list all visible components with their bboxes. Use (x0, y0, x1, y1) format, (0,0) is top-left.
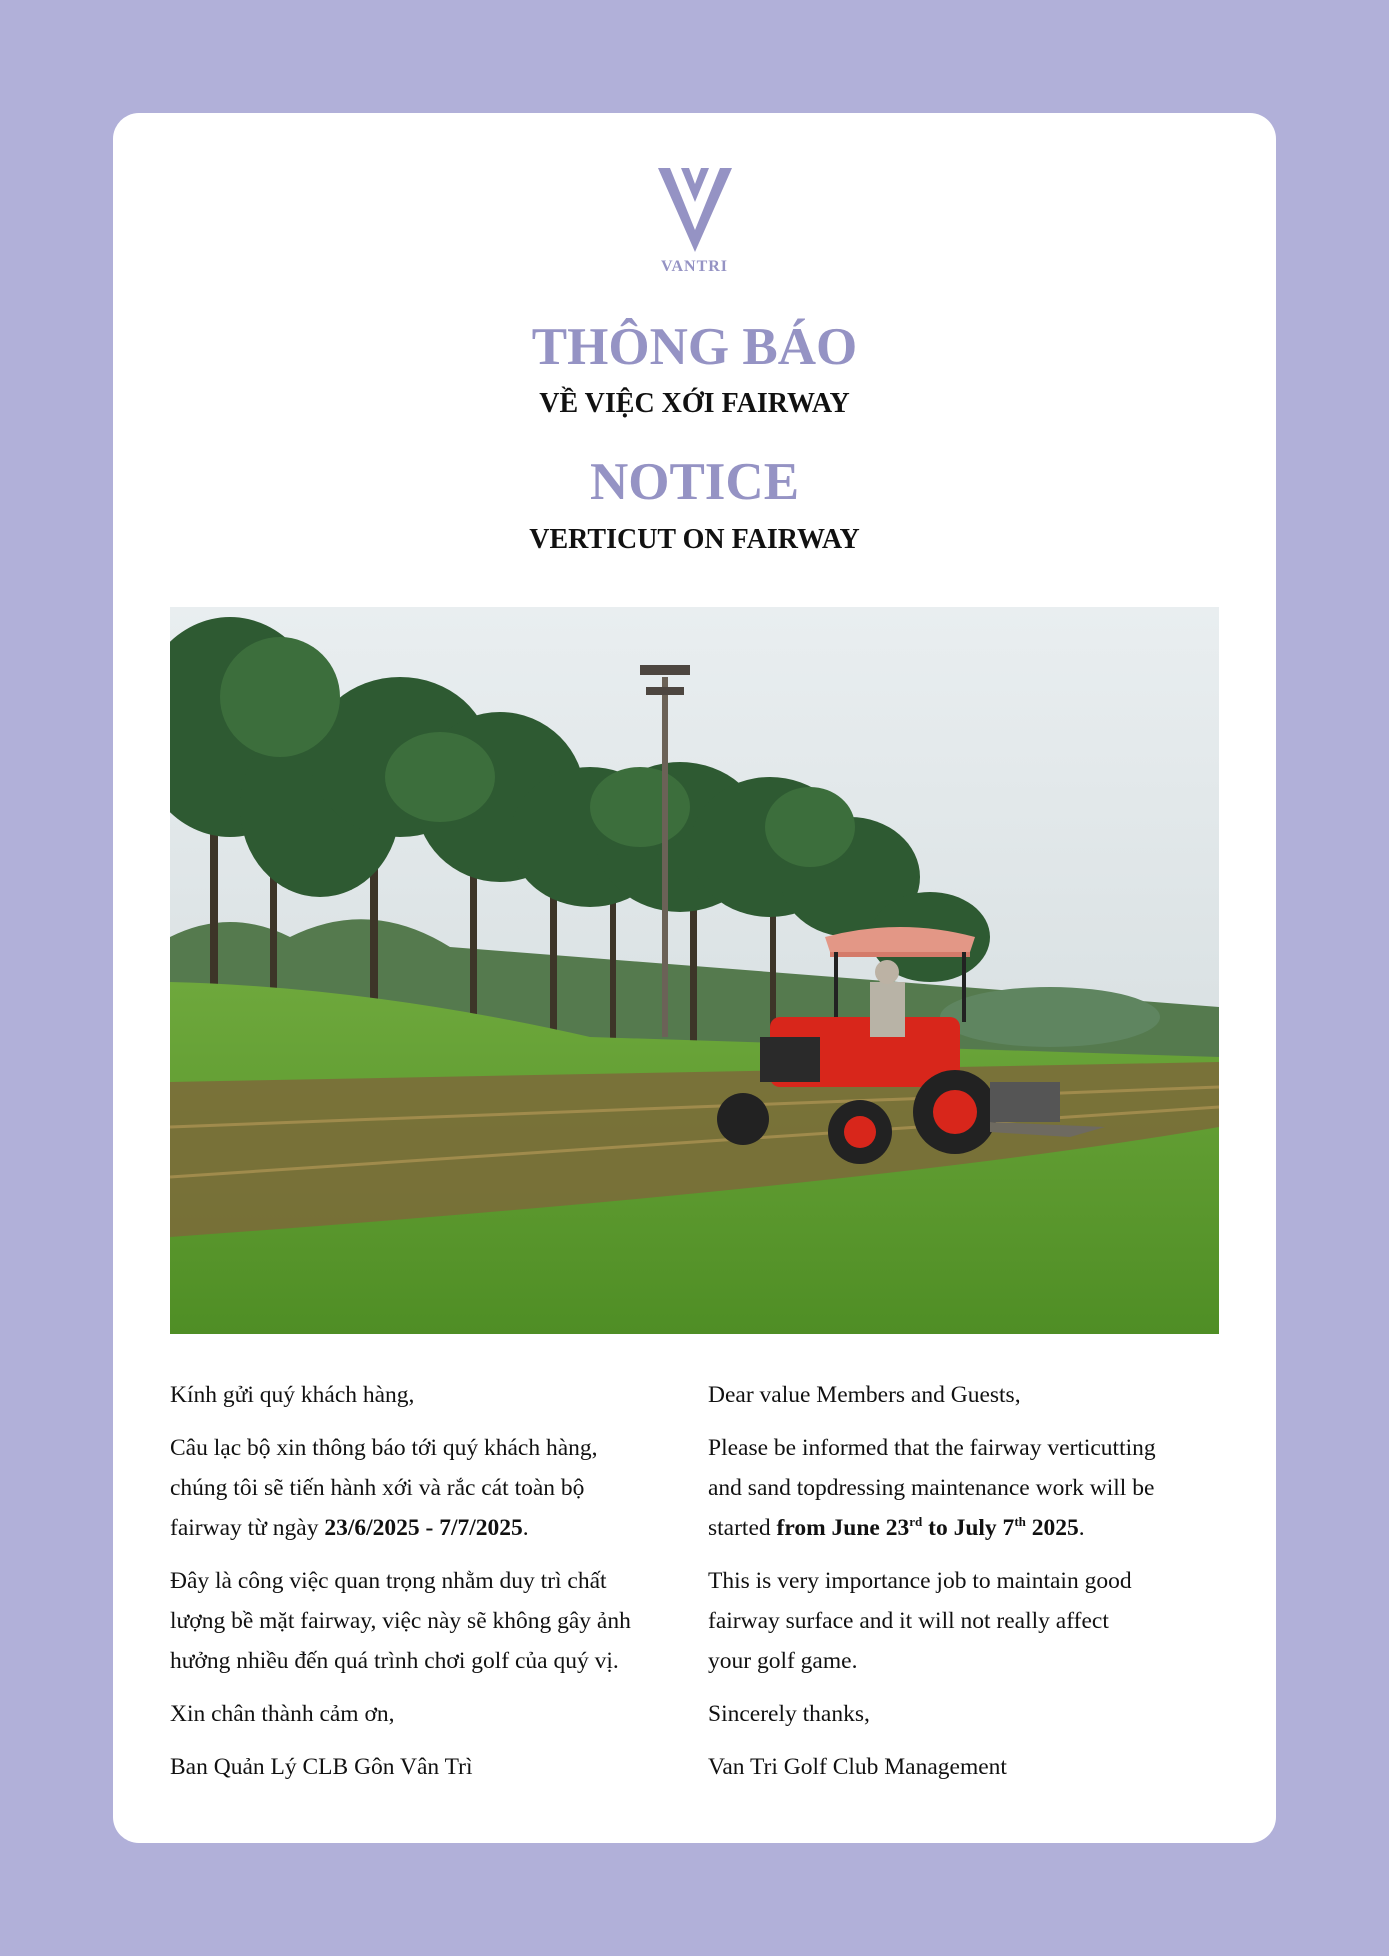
vi-title: THÔNG BÁO (531, 318, 858, 376)
vi-dates: 23/6/2025 - 7/7/2025 (324, 1515, 523, 1541)
vi-subtitle: VỀ VIỆC XỚI FAIRWAY (539, 388, 850, 419)
en-title: NOTICE (589, 453, 800, 511)
vi-paragraph-2: Đây là công việc quan trọng nhằm duy trì chất lượng bề mặt fairway, việc này sẽ không gây ảnh hưởng nhiều đến quá trình chơi golf của quý vị. (170, 1568, 631, 1674)
notice-card (113, 113, 1276, 1843)
vietnamese-column (170, 1375, 690, 1800)
en-signature: Van Tri Golf Club Management (708, 1754, 1007, 1780)
vi-thanks: Xin chân thành cảm ơn, (170, 1701, 395, 1727)
english-column (708, 1375, 1208, 1800)
en-subtitle: VERTICUT ON FAIRWAY (529, 524, 860, 555)
en-thanks: Sincerely thanks, (708, 1701, 870, 1727)
golf-course-photo (170, 607, 1219, 1334)
vi-paragraph-1: Câu lạc bộ xin thông báo tới quý khách hàng, chúng tôi sẽ tiến hành xới và rắc cát toàn bộ fairway từ ngày 23/6/2025 - 7/7/2025. (170, 1435, 598, 1541)
en-greeting: Dear value Members and Guests, (708, 1382, 1021, 1408)
vantri-v-logo-icon (658, 168, 732, 252)
en-paragraph-1: Please be informed that the fairway verticutting and sand topdressing maintenance work will be started from June 23rd to July 7th 2025. (708, 1435, 1156, 1541)
vi-greeting: Kính gửi quý khách hàng, (170, 1382, 415, 1408)
en-dates: from June 23rd to July 7th 2025 (776, 1514, 1079, 1541)
vi-signature: Ban Quản Lý CLB Gôn Vân Trì (170, 1754, 473, 1780)
logo (113, 168, 1276, 276)
en-paragraph-2: This is very importance job to maintain good fairway surface and it will not really affect your golf game. (708, 1568, 1132, 1674)
logo-text: VANTRI (660, 258, 729, 275)
